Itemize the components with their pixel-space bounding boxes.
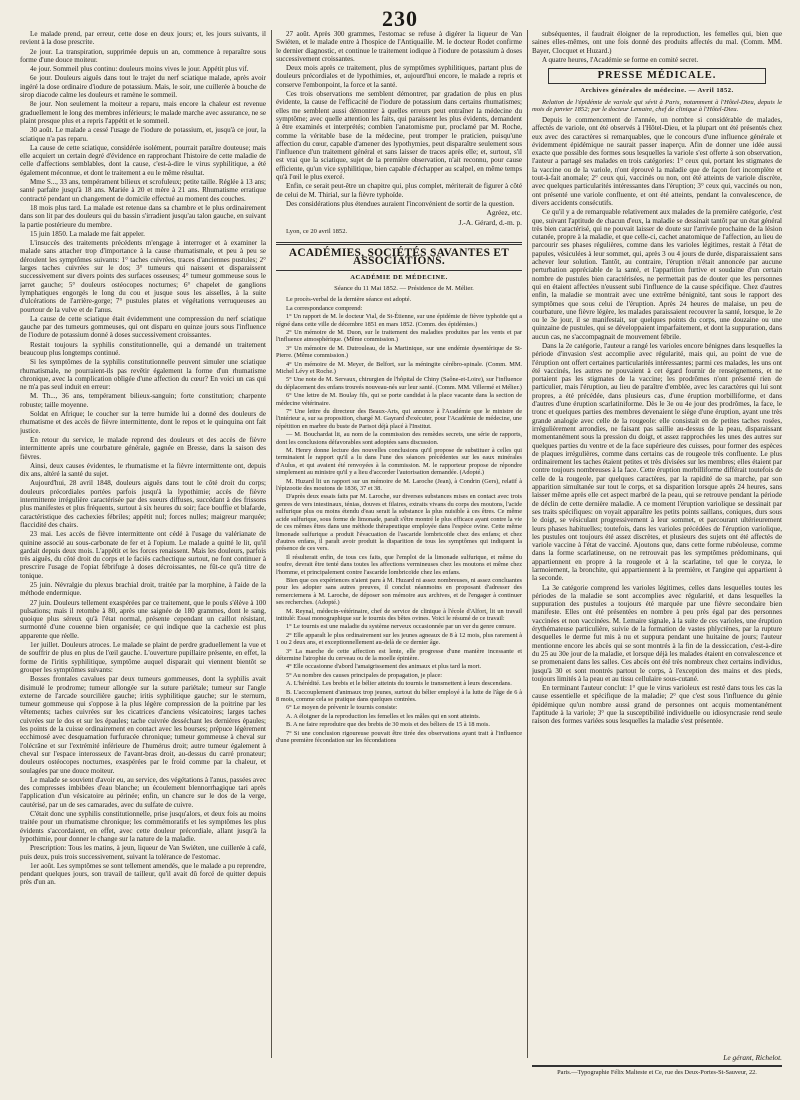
paragraph: Ainsi, deux causes évidentes, le rhumatisme et la fièvre intermittente ont, depuis dix ans, altéré la santé du sujet.: [20, 461, 266, 479]
column-right: [532, 30, 782, 1058]
paragraph: M. Huzard lit un rapport sur un mémoire de M. Laroche (Jean), à Condrin (Gers), relatif à l'épizootie des moutons de 1836, 37 et 38.: [276, 477, 522, 493]
paragraph: Ce qu'il y a de remarquable relativement aux malades de la première catégorie, c'est que, suivant l'aptitude de chacun d'eux, la maladie se dessinait tantôt par un état général très bien caractérisé, qui ne pouvait laisser de doute sur l'arrivée prochaine de la lésion cutanée, propre à la maladie, et que celle-ci, cachet anatomique de l'affection, au lieu de parcourir ses phases régulières, comme dans les varioles légitimes, restait à l'état de papules, vésiculées à leur sommet, qui, après 3 ou 4 jours de durée, disparaissaient sans achever leur solution. Tantôt, au contraire, l'éruption n'était annoncée par aucune perturbation appréciable de la santé, et l'apparition furtive et soudaine d'un certain nombre de pustules bien caractérisées, ne permettait pas de douter que les personnes qui en étaient affectées n'eussent subi l'influence de la cause spécifique. Chez d'autres enfin, la maladie se montrait avec une extrême bénignité, tant sous le rapport des symptômes que sous celui de l'éruption. Après 24 heures de malaise, un peu de courbature, une fièvre légère, les malades paraissaient recouvrer la santé, lorsque, le 2e ou le 3e jour, il se manifestait, sur quelques points du corps, une douzaine ou une quinzaine de pustules, qui se développaient imparfaitement, et dont la suppuration, dans aucun cas, ne s'accompagnait de mouvement fébrile.: [532, 208, 782, 341]
paragraph: 5° Au nombre des causes principales de propagation, je place:: [286, 671, 443, 679]
paragraph: Ces trois observations me semblent démontrer, par gradation de plus en plus évidente, la cause de l'efficacité de l'iodure de potassium dans certains rhumatismes; elles me semblent aussi démontrer à quelles erreurs peut entraîner la médecine du symptôme; avec quelle attention les faits, qui paraissent les plus évidents, demandent à être examinés et interprétés; combien l'anatomisme pur, proclamé par M. Roche, comme la véritable base de la médecine, peut tromper le praticien, puisqu'une affection du cœur, capable d'amener des lypothymies, peut disparaître seulement sous l'influence d'un traitement général et sans laisser de traces après elle; et, surtout, s'il est vrai que la sciatique, sujet de la première observation, n'ait reconnu, pour cause efficiente, qu'un vice syphilitique, bien capable d'échapper au scalpel, en même temps qu'à l'œil le plus exercé.: [276, 90, 522, 182]
paragraph: 1° Le tournis est une maladie du système nerveux occasionnée par un ver du genre cœnure.: [286, 623, 516, 631]
paragraph: A quatre heures, l'Académie se forme en comité secret.: [542, 55, 699, 64]
journal-line: Archives générales de médecine. — Avril 1852.: [580, 87, 734, 95]
paragraph: D'après deux essais faits par M. Laroche, sur diverses substances mises en contact avec trois genres de vers intestinaux, ténias, douves et filaires, extraits vivans du corps des moutons, l'acide sulfurique plus ou moins étendu d'eau serait la substance la plus nuisible à ces êtres. Ce même acide sulfurique, sous forme de limonade, paraît s'être montré le plus efficace ayant contre la vie de ces mêmes êtres dans une méthode thérapeutique employée dans l'espèce ovine. Cette même limonade sulfurique a produit l'évacuation de l'ascaride lombricoïde chez des enfans; et chez d'autres enfans, il paraît avoir produit la disparition de tous les symptômes qui indiquent la présence de ces vers.: [276, 493, 522, 553]
paragraph: Soldat en Afrique; le coucher sur la terre humide lui a donné des douleurs de rhumatisme et des accès de fièvre intermittente, dont le repos et le quinquina ont fait justice.: [20, 410, 266, 435]
paragraph: En terminant l'auteur conclut: 1° que le virus varioleux est resté dans tous les cas la cause essentielle et spécifique de la maladie; 2° que c'est sous l'influence du génie épidémique qu'un nombre aussi grand de personnes ont acquis momentanément l'aptitude à la variole; 3° que la susceptibilité individuelle ou idiosyncrasie rend seule raison des formes variées sous lesquelles la maladie s'est présentée.: [532, 684, 782, 726]
column-middle: [276, 30, 522, 1058]
paragraph: 7° Une lettre du directeur des Beaux-Arts, qui annonce à l'Académie que le ministre de l'intérieur a, sur sa proposition, chargé M. Gayrard d'exécuter, pour l'Académie de médecine, une répétition en marbre du buste de Parisot déjà placé à l'Institut.: [276, 408, 522, 430]
paragraph: Le malade prend, par erreur, cette dose en deux jours; et, les jours suivants, il revient à la dose prescrite.: [20, 30, 266, 47]
paragraph: 30 août. Le malade a cessé l'usage de l'iodure de potassium, et, jusqu'à ce jour, la sciatique n'a pas reparu.: [20, 126, 266, 143]
paragraph: 1er août. Les symptômes se sont tellement amendés, que le malade a pu reprendre, pendant quelques jours, son travail de tailleur, qu'il avait dû forcé de quitter depuis près d'un an.: [20, 861, 266, 887]
paragraph: Mme S..., 33 ans, tempérament bilieux et scrofuleux; petite taille. Réglée à 13 ans; santé parfaite jusqu'à 18 ans. Mariée à 20 et mère à 21 ans. Rhumatisme erratique contracté pendant un changement de domicile effectué au moment des couches.: [20, 178, 266, 203]
subsection-heading: ACADÉMIE DE MÉDECINE.: [350, 273, 448, 281]
press-heading: PRESSE MÉDICALE.: [548, 68, 766, 84]
paragraph: La 3e catégorie comprend les varioles légitimes, celles dans lesquelles toutes les périodes de la maladie se sont accomplies avec régularité, et dans lesquelles la suppuration des pustules a toujours été marquée par une fièvre secondaire bien manifeste. Elles ont été présentées en nombre à peu près égal par des personnes vaccinées et non vaccinées. M. Lemaire signale, à la suite de ces varioles, une éruption érythémateuse particulière, suivie de la formation de vastes phlyctènes, par la rupture desquelles le derme fut mis à nu et suppura pendant une huitaine de jours; l'auteur mentionne encore les abcès qui se sont montrés à la fin de la dessiccation, c'est-à-dire du 25 au 30e jour de la maladie, et lorsque déjà les malades étaient en convalescence et se promenaient dans les salles. Ces abcès ont été très nombreux chez certains individus, jusqu'à 30 et sont montrés partout le corps, à l'exception des mains et des pieds, toujours limités à la peau et au tissu cellulaire sous-cutané.: [532, 583, 782, 683]
paragraph: L'insuccès des traitements précédents m'engage à interroger et à examiner la malade sans attacher trop d'importance à la cause rhumatismale, et peu à peu se déroulent les symptômes suivants: 1° taches cuivrées, traces d'anciennes pustules; 2° larges taches cuivrées sur le dos; 3° tumeurs qui naissent et disparaissent successivement sur divers points des surfaces osseuses; 4° tumeur gommeuse sous le jarret gauche; 5° douleurs ostéocopes nocturnes; 6° chapelet de ganglions lymphatiques engorgés le long du cou et jusque sous les aisselles, à la suite d'ulcérations de l'arrière-gorge; 7° pustules plates et végétations verruqueuses au pourtour de la vulve et de l'anus.: [20, 239, 266, 314]
paragraph: 7° Si une conclusion rigoureuse pouvait être tirée des observations ayant trait à l'influence d'une première fécondation sur les fécondations: [276, 729, 522, 745]
paragraph: 15 juin 1850. La malade me fait appeler.: [30, 229, 145, 238]
session-line: Séance du 11 Mai 1852. — Présidence de M. Mélier.: [334, 285, 474, 293]
proceedings-end: [532, 30, 782, 64]
article-title: Relation de l'épidémie de variole qui sévit à Paris, notamment à l'Hôtel-Dieu, depuis le mois de janvier 1852; par le docteur Lemaire, chef de clinique à l'Hôtel-Dieu.: [532, 98, 782, 114]
paragraph: 18 mois plus tard. La malade est retenue dans sa chambre et le plus ordinairement dans son lit par des douleurs qui du bassin s'irradient jusqu'au talon gauche, en suivant la partie postérieure du membre.: [20, 203, 266, 229]
paragraph: M. Henry donne lecture des nouvelles conclusions qu'il propose de substituer à celles qui terminaient le rapport qu'il a lu dans l'une des séances précédentes sur les eaux minérales d'Aulus, et qui avaient été renvoyées à la commission. M. le rapporteur propose de répondre simplement au ministre qu'il y a lieu d'accorder l'autorisation demandée. (Adopté.): [276, 447, 522, 477]
paragraph: 4e jour. Sommeil plus continu: douleurs moins vives le jour. Appétit plus vif.: [30, 65, 249, 74]
column-left: [20, 30, 266, 1058]
paragraph: En retour du service, le malade reprend des douleurs et des accès de fièvre intermittente après une courbature générale, gagnée en Bresse, dans la saison des fièvres.: [20, 435, 266, 461]
paragraph: La cause de cette sciatique était évidemment une compression du nerf sciatique gauche par des tumeurs gommeuses, qui ont disparu en quinze jours sous l'influence de l'iodure de potassium donné à doses successivement croissantes.: [20, 314, 266, 340]
paragraph: Deux mois après ce traitement, plus de symptômes syphilitiques, partant plus de douleurs précordiales et de lypothimies, et, aujourd'hui encore, le malade a repris et conserve l'embonpoint, la force et la santé.: [276, 64, 522, 89]
paragraph: 27 août. Après 300 grammes, l'estomac se refuse à digérer la liqueur de Van Swiéten, et le malade entre à l'hospice de l'Antiquaille. M. le docteur Rodet confirme le dernier diagnostic, et continue le traitement iodique à l'iodure de potassium à doses successivement croissantes.: [276, 30, 522, 63]
paragraph: — M. Bouchardat lit, au nom de la commission des remèdes secrets, une série de rapports, dont les conclusions défavorables sont adoptées sans discussion.: [276, 431, 522, 446]
paragraph: Aujourd'hui, 28 avril 1848, douleurs aiguës dans tout le côté droit du corps; douleurs précordiales portées parfois jusqu'à la lypothimie; accès de fièvre intermittente irrégulière caractérisée par des sueurs diffuses, succédant à des frissons plus manifestes et plus fréquents, surtout à six heures du soir; face bouffie et blafarde, caractéristique des cachexies fébriles; appétit nul; forces nulles; maigreur marquée; flaccidité des chairs.: [20, 479, 266, 529]
paragraph: 3° Un mémoire de M. Dutrouleau, de la Martinique, sur une endémie dysentérique de St-Pierre. (Même commission.): [276, 344, 522, 360]
paragraph: Il résulterait enfin, de tous ces faits, que l'emploi de la limonade sulfurique, et même du soufre, devrait être tenté dans toutes les affections vermineuses chez les moutons et même chez l'homme, et principalement contre l'ascaride lombricoïde chez les enfans.: [276, 553, 522, 576]
paragraph: M. Th..., 36 ans, tempérament bilieux-sanguin; forte constitution; charpente robuste; taille moyenne.: [20, 392, 266, 409]
paragraph: 25 juin. Névralgie du plexus brachial droit, traitée par la morphine, à l'aide de la méthode endermique.: [20, 581, 266, 598]
column-rule: [527, 30, 528, 1058]
paragraph: 2° Un mémoire de M. Duon, sur le traitement des maladies produites par les vents et par l'influence atmosphérique. (Même commission.): [276, 328, 522, 344]
paragraph: A. L'hérédité. Les brebis et le bélier atteints du tournis le transmettent à leurs descendans.: [286, 680, 512, 688]
paragraph: La cause de cette sciatique, considérée isolément, pourrait paraître douteuse; mais elle acquiert un certain degré d'évidence en rapprochant l'histoire de cette maladie de celle d'affections semblables, dont la cause, c'est-à-dire le virus syphilitique, a été également méconnue, et dont le traitement a eu le même résultat.: [20, 143, 266, 177]
academy-proceedings: [276, 296, 522, 744]
paragraph: 8e jour. Non seulement la moiteur a reparu, mais encore la chaleur est revenue graduellement le long des membres inférieurs; le malade marche avec assurance, ne se plaint presque plus et a repris l'appétit et le sommeil.: [20, 100, 266, 125]
paragraph: Depuis le commencement de l'année, un nombre si considérable de malades, affectés de variole, ont été observés à l'Hôtel-Dieu, et la plupart ont été présentés chez eux avec des caractères si remarquables, que le concours d'une influence générale et évidemment épidémique ne saurait passer inaperçu. Afin de donner une idée aussi exacte que possible des formes sous lesquelles la variole s'est offerte à son observation, l'auteur a partagé ses malades en trois catégories: 1° ceux qui, portant les stigmates de la vaccine ou de la variole, n'ont éprouvé la maladie que de façon fort incomplète et tout-à-fait anomale; 2° ceux qui, vaccinés ou non, ont été atteints de variole discrète, avec quelques particularités intéressantes dans l'éruption; 3° ceux qui, vaccinés ou non, ont présenté une variole confluente, et ont été atteints, pendant la convalescence, de divers accidents consécutifs.: [532, 115, 782, 207]
section-heading: ACADÉMIES, SOCIÉTÉS SAVANTES ET ASSOCIATIONS.: [276, 242, 522, 271]
paragraph: Restait toujours la syphilis constitutionnelle, qui a demandé un traitement beaucoup plus longtemps continué.: [20, 340, 266, 357]
paragraph: Bosses frontales cavalues par deux tumeurs gommeuses, dont la syphilis avait disimulé le prodrome; tumeur allongée sur la suture pariétale; tumeur sur l'angle externe de l'arcade sourcilière gauche; iritis syphilitique gauche; sur le sternum, tumeur gommeuse qui s'oppose à la plus légère compression de la poitrine par les vêtements; taches cuivrées sur les cicatrices d'anciens vésicatoires; larges taches cuivrées sur le dos et sur les épaules; tache cuivrée desséchant les dernières épaules; les points de la cuisse ordinairement en contact avec les bourses; prépuce légèrement ecchimosé avec desquamation furfuracée chronique; tumeur gommeuse à cheval sur l'olécrâne et sur l'extrémité inférieure de l'humérus droit; autre tumeur également à cheval sur l'espace interosseux de l'avant-bras droit, au-dessus du carré pronateur; douleurs ostéocopes nocturnes, exaspérées par le froid comme par la chaleur, et soulagées par une douce moiteur.: [20, 675, 266, 775]
paragraph: 1er juillet. Douleurs atroces. Le malade se plaint de perdre graduellement la vue et de souffrir de plus en plus de l'œil gauche. L'ouverture pupillaire présente, en effet, la forme de l'iritis syphilitique, symptôme auquel disparait qui viennent bientôt se grouper les symptômes suivants:: [20, 641, 266, 674]
paragraph: 6e jour. Douleurs aiguës dans tout le trajet du nerf sciatique malade, après avoir ingéré la dose ordinaire d'iodure de potassium. Mais, le soir, une cuillerée à bouche de sirop diacode calme les douleurs et ramène le sommeil.: [20, 74, 266, 100]
paragraph: M. Reynal, médecin-vétérinaire, chef de service de clinique à l'école d'Alfort, lit un travail intitulé: Essai monographique sur le tournis des bêtes ovines. Voici le résumé de ce travail:: [276, 607, 522, 622]
dateline: Lyon, ce 20 avril 1852.: [286, 227, 348, 235]
paragraph: 2° Elle apparaît le plus ordinairement sur les jeunes agneaux de 8 à 12 mois, plus rarement à 1 ou 2 deux ans, et exceptionnellement au-delà de ce dernier âge.: [276, 631, 522, 647]
paragraph: B. L'accouplement d'animaux trop jeunes, surtout du bélier employé à la lutte de l'âge de 6 à 8 mois, comme cela se pratique dans quelques contrées.: [276, 688, 522, 704]
paragraph: Bien que ces expériences n'aient paru à M. Huzard ni assez nombreuses, ni assez concluantes pour les adopter sans autres preuves, il conclut néanmoins en proposant d'adresser des remerciemens à M. Laroche, de déposer son mémoire aux archives, et de l'engager à continuer ses recherches. (Adopté.): [276, 576, 522, 607]
paragraph: Le malade se souvient d'avoir eu, au service, des végétations à l'anus, passées avec des compresses imbibées d'eau blanche; un écoulement blennorrhagique tari après l'application d'un vésicatoire au périnée; enfin, un chancre sur le dos de la verge, cautérisé, par un de ses camarades, avec du sulfate de cuivre.: [20, 775, 266, 809]
paragraph: 6° Une lettre de M. Boulay fils, qui se porte candidat à la place vacante dans la section de médecine vétérinaire.: [276, 392, 522, 407]
paragraph: 23 mai. Les accès de fièvre intermittente ont cédé à l'usage du valérianate de quinine associé au sous-carbonate de fer et à l'opium. Le malade a quitté le lit, qu'il gardait depuis deux mois. L'appétit et les forces renaissent. Mais les douleurs, parfois très aiguës, du côté droit du corps et le faciès cachectique surtout, ne font continuer à prescrire l'usage de l'opiat fébrifuge à doses décroissantes, ne fût-ce qu'à titre de tonique.: [20, 530, 266, 580]
printer-line: Paris.—Typographie Félix Malteste et Ce, rue des Deux-Portes-St-Sauveur, 22.: [532, 1065, 782, 1076]
press-article: [532, 116, 782, 726]
paragraph: La correspondance comprend:: [286, 304, 363, 312]
paragraph: 1° Un rapport de M. le docteur Vial, de St-Étienne, sur une épidémie de fièvre typhoïde qui a régné dans cette ville de décembre 1851 en mars 1852. (Comm. des épidémies.): [276, 313, 522, 328]
paragraph: 5° Une note de M. Servaux, chirurgien de l'hôpital de Chiny (Saône-et-Loire), sur l'influence du déplacement des enfans trouvés nouveau-nés sur leur santé. (Comm. MM. Villermé et Mélier.): [276, 376, 522, 391]
paragraph: 4° Elle occasionne d'abord l'amaigrissement des animaux et plus tard la mort.: [286, 663, 482, 671]
paragraph: A. A éloigner de la reproduction les femelles et les mâles qui en sont atteints.: [286, 712, 481, 720]
paragraph: 27 juin. Douleurs tellement exaspérées par ce traitement, que le pouls s'élève à 100 pulsations; mais il retombe à 80, après une saignée de 180 grammes, dont le sang, quoique plus séreux qu'à l'état normal, présente cependant un caillot résistant, surmonté d'une couenne bien organisée; ce qui indique que la cachexie est plus apparente que réelle.: [20, 598, 266, 640]
paragraph: Le procès-verbal de la dernière séance est adopté.: [286, 296, 412, 304]
paragraph: Des considérations plus étendues auraient l'inconvénient de sortir de la question.: [286, 199, 515, 208]
salutation: Agréez, etc.: [486, 208, 522, 218]
page-number: 230: [382, 6, 418, 31]
column-rule: [271, 30, 272, 1058]
paragraph: subséquentes, il faudrait éloigner de la reproduction, les femelles qui, bien que saines elles-mêmes, ont une fois donné des produits affectés du mal. (Comm. MM. Bayer, Clocquet et Huzard.): [532, 30, 782, 55]
paragraph: Dans la 2e catégorie, l'auteur a rangé les varioles encore bénignes dans lesquelles la période d'invasion s'est accomplie avec régularité, mais qui, au point de vue de l'éruption ont offert certaines particularités intéressantes; parmi ces malades, les uns ont été vaccinés, les autres ne pouvaient à cet égard fournir de renseignemens, et ne portaient pas les stigmates de la vaccine; les prodrômes n'ont présenté rien de particulier, mais l'éruption, au lieu de paraître d'emblée, avec les caractères qui lui sont propres, a été précédée, dans plusieurs cas, d'une éruption morbilliforme, et dans d'autres d'une éruption scarlatiniforme. Dès le 3e ou 4e jour des prodrômes, la face, le tronc et quelques parties des membres devenaient le siège d'une éruption, ayant une très grande analogie avec celle de la rougeole: elle consistait en de petites taches rosées, irrégulièrement arrondies, ne faisant pas saillie au-dessus de la peau, disparaissant momentanément sous la pression du doigt, et assez rapprochées les unes des autres sur quelques parties du ventre et de la face supérieure des cuisses, pour former des espèces de plaques irrégulières, comme dans certains cas de rougeole très confluente. Le plus ordinairement les taches étaient petites et très divisées sur les membres; elles étaient par contre toujours nombreuses à la face. Cette éruption morbilliforme différait toutefois de celle de la rougeole, par quelques caractères, par la rapidité de sa marche, par son apparition simultanée sur tout le corps, et sa disparition lorsque après 24 heures, sans laisser même après elle cet aspect marbré de la peau, qui se retrouve pendant la période de déclin de cette dernière maladie. A ce moment l'éruption variolique se dessinait par ses traits spécifiques: on voyait apparaître les petits points saillans, coniques, durs sous le doigt, se vésiculant progressivement à leur sommet, et parcourant ultérieurement leurs phases habituelles; toutefois, dans les varioles précédées de l'éruption variolique, les pustules ont toujours été assez discrètes, et plusieurs des sujets ont été affectés de variole vaccine à l'état de vacciné. Ajoutons que, dans cette forme rubéoleuse, comme dans la forme scarlatineuse, on ne retrouvait pas les symptômes prédominans, qui appartiennent en propre à la rougeole et à la scarlatine, tel que le coryza, le larmoiement, la bronchite, qui appartiennent à la première, et l'angine qui appartient à la seconde.: [532, 341, 782, 583]
paragraph: 2e jour. La transpiration, supprimée depuis un an, commence à reparaître sous forme d'une douce moiteur.: [20, 47, 266, 64]
manager-signature: Le gérant, Richelot.: [723, 1053, 782, 1062]
paragraph: Si les symptômes de la syphilis constitutionnelle peuvent simuler une sciatique rhumatismale, ne pourraient-ils pas revêtir également la forme d'un rhumatisme chronique, avec la complication obligée d'une affection du cœur? En voici un cas qui ne m'a pas seul induit en erreur:: [20, 358, 266, 392]
paragraph: B. A ne faire reproduire que des brebis de 30 mois et des béliers de 15 à 18 mois.: [286, 721, 490, 729]
paragraph: Enfin, ce serait peut-être un chapitre qui, plus complet, mériterait de figurer à côté de celui de M. Thirial, sur la fièvre typhoïde.: [276, 182, 522, 199]
author-signature: J.-A. Gérard, d.-m. p.: [458, 217, 522, 227]
paragraph: 6° Le moyen de prévenir le tournis consiste:: [286, 704, 398, 712]
paragraph: Prescription: Tous les matins, à jeun, liqueur de Van Swiéten, une cuillerée à café, puis deux, puis trois successivement, suivant la tolérance de l'estomac.: [20, 844, 266, 861]
paragraph: C'était donc une syphilis constitutionnelle, prise jusqu'alors, et deux fois au moins traitée pour un rhumatisme chronique; les commémoratifs et les symptômes les plus évidents s'accordaient, en effet, avec cette douleur précordiale, allant jusqu'à la lypothimie, pour donner le change sur la nature de la maladie.: [20, 810, 266, 843]
paragraph: 3° La marche de cette affection est lente, elle progresse d'une manière incessante et détermine l'atrophie du cerveau ou de la moelle épinière.: [276, 647, 522, 662]
letter-conclusion: [276, 30, 522, 208]
paragraph: 4° Un mémoire de M. Meyer, de Belfort, sur la méningite cérébro-spinale. (Comm. MM. Michel Lévy et Roche.): [276, 360, 522, 375]
